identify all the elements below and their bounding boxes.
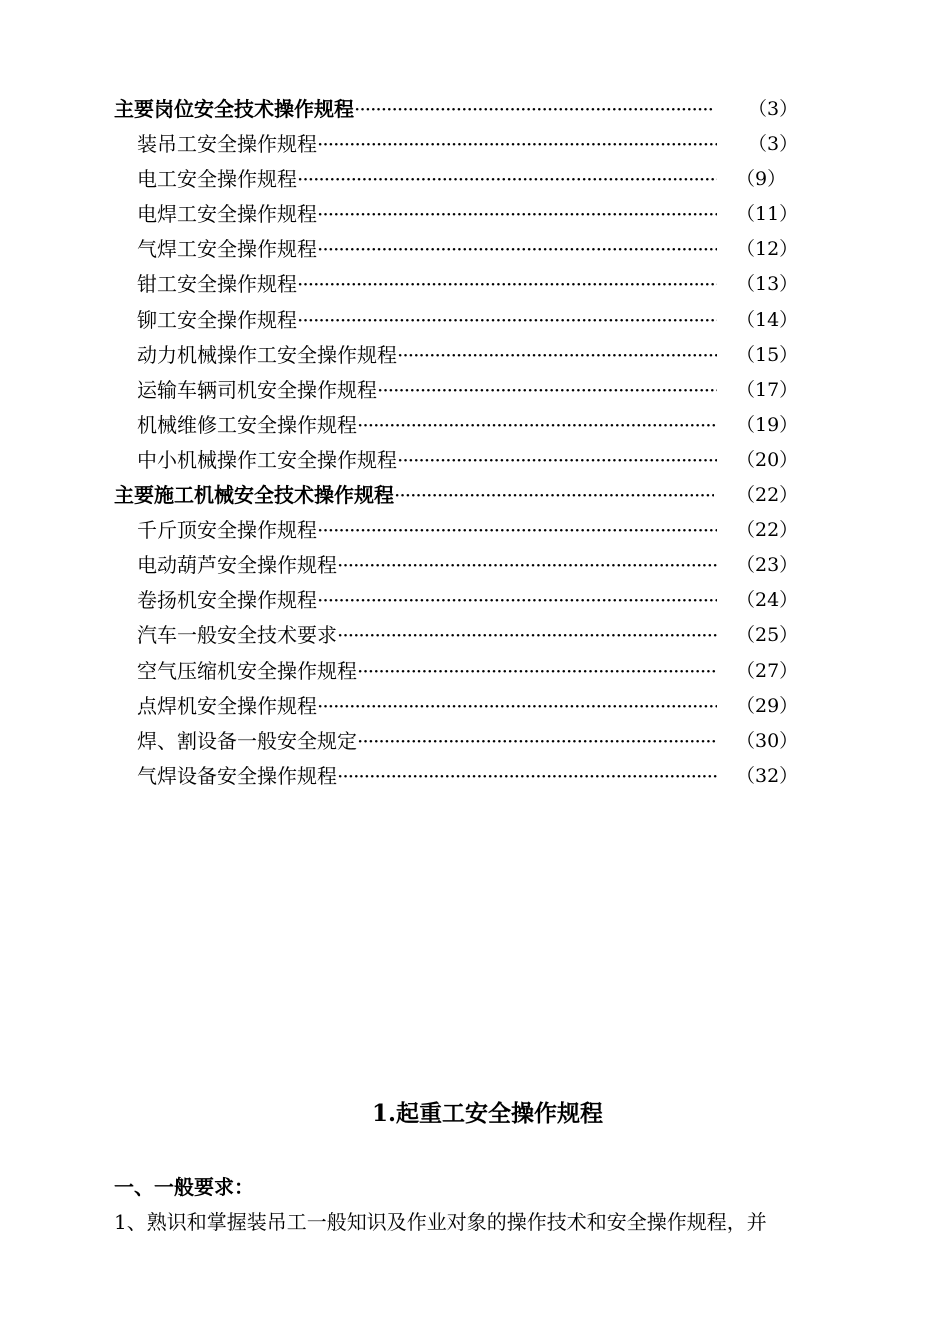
- toc-entry[interactable]: [0, 408, 950, 443]
- toc-entry-title: 机械维修工安全操作规程 ·····: [137, 408, 717, 443]
- toc-entry-page: （32）: [736, 764, 799, 787]
- toc-entry-page: （30）: [736, 729, 799, 752]
- toc-entry-title: 装吊工安全操作规程 ·····: [137, 127, 717, 162]
- toc-entry-page: （15）: [736, 343, 799, 366]
- toc-entry[interactable]: [0, 232, 950, 267]
- toc-entry-page: （25）: [736, 624, 799, 647]
- toc-entry[interactable]: [0, 162, 950, 197]
- toc-entry-page: （9）: [736, 168, 787, 191]
- toc-entry-title: 气焊设备安全操作规程 ·····: [137, 759, 717, 794]
- toc-entry-title: 点焊机安全操作规程 ·····: [137, 689, 717, 724]
- body-paragraph: 1、熟识和掌握装吊工一般知识及作业对象的操作技术和安全操作规程，并: [114, 1210, 767, 1234]
- toc-entry[interactable]: [0, 513, 950, 548]
- toc-entry[interactable]: [0, 443, 950, 478]
- toc-entry-page: （12）: [736, 238, 799, 261]
- toc-entry-page: （19）: [736, 413, 799, 436]
- toc-entry-title: 千斤顶安全操作规程 ·····: [137, 513, 717, 548]
- toc-entry[interactable]: [0, 759, 950, 794]
- toc-entry-page: （11）: [736, 203, 799, 226]
- toc-entry[interactable]: [0, 92, 950, 127]
- toc-entry-page: （20）: [736, 448, 799, 471]
- toc-entry[interactable]: [0, 654, 950, 689]
- toc-entry-title: 运输车辆司机安全操作规程 ·····: [137, 373, 717, 408]
- toc-entry-title: 电焊工安全操作规程 ·····: [137, 197, 717, 232]
- toc-entry[interactable]: [0, 303, 950, 338]
- toc-entry-page: （14）: [736, 308, 799, 331]
- toc-entry-title: 电动葫芦安全操作规程 ·····: [137, 548, 717, 583]
- toc-entry-title: 中小机械操作工安全操作规程 ·····: [137, 443, 717, 478]
- subsection-title: 一、一般要求：: [114, 1175, 254, 1199]
- toc-entry[interactable]: [0, 724, 950, 759]
- toc-entry-page: （27）: [736, 659, 799, 682]
- toc-entry[interactable]: [0, 267, 950, 302]
- toc-entry-page: （29）: [736, 694, 799, 717]
- toc-entry-page: （17）: [736, 378, 799, 401]
- toc-entry-page: （24）: [736, 589, 799, 612]
- toc-entry-title: 动力机械操作工安全操作规程 ·····: [137, 338, 717, 373]
- toc-entry-title: 钳工安全操作规程 ·····: [137, 267, 717, 302]
- toc-entry[interactable]: [0, 689, 950, 724]
- toc-entry-page: （3）: [748, 98, 799, 120]
- toc-entry-title: 铆工安全操作规程 ·····: [137, 303, 717, 338]
- toc-entry[interactable]: [0, 338, 950, 373]
- toc-entry-page: （23）: [736, 554, 799, 577]
- toc-entry-page: （22）: [736, 484, 799, 507]
- toc-entry[interactable]: [0, 583, 950, 618]
- toc-entry-page: （3）: [748, 133, 799, 156]
- toc-entry[interactable]: [0, 618, 950, 653]
- toc-entry-title: 卷扬机安全操作规程 ·····: [137, 583, 717, 618]
- toc-entry-title: 空气压缩机安全操作规程 ·····: [137, 654, 717, 689]
- toc-entry-title: 主要施工机械安全技术操作规程 ·····: [114, 478, 714, 513]
- toc-entry[interactable]: [0, 373, 950, 408]
- toc-entry[interactable]: [0, 127, 950, 162]
- table-of-contents: [0, 92, 950, 794]
- toc-entry-title: 电工安全操作规程 ·····: [137, 162, 717, 197]
- toc-entry-page: （13）: [736, 273, 799, 296]
- section-heading: 1.起重工安全操作规程: [371, 1100, 603, 1127]
- toc-entry-title: 汽车一般安全技术要求 ·····: [137, 618, 717, 653]
- toc-entry-title: 主要岗位安全技术操作规程 ·····: [114, 92, 714, 127]
- toc-entry[interactable]: [0, 197, 950, 232]
- toc-entry[interactable]: [0, 478, 950, 513]
- toc-entry[interactable]: [0, 548, 950, 583]
- toc-entry-page: （22）: [736, 519, 799, 542]
- toc-entry-title: 焊、割设备一般安全规定 ·····: [137, 724, 717, 759]
- toc-entry-title: 气焊工安全操作规程 ·····: [137, 232, 717, 267]
